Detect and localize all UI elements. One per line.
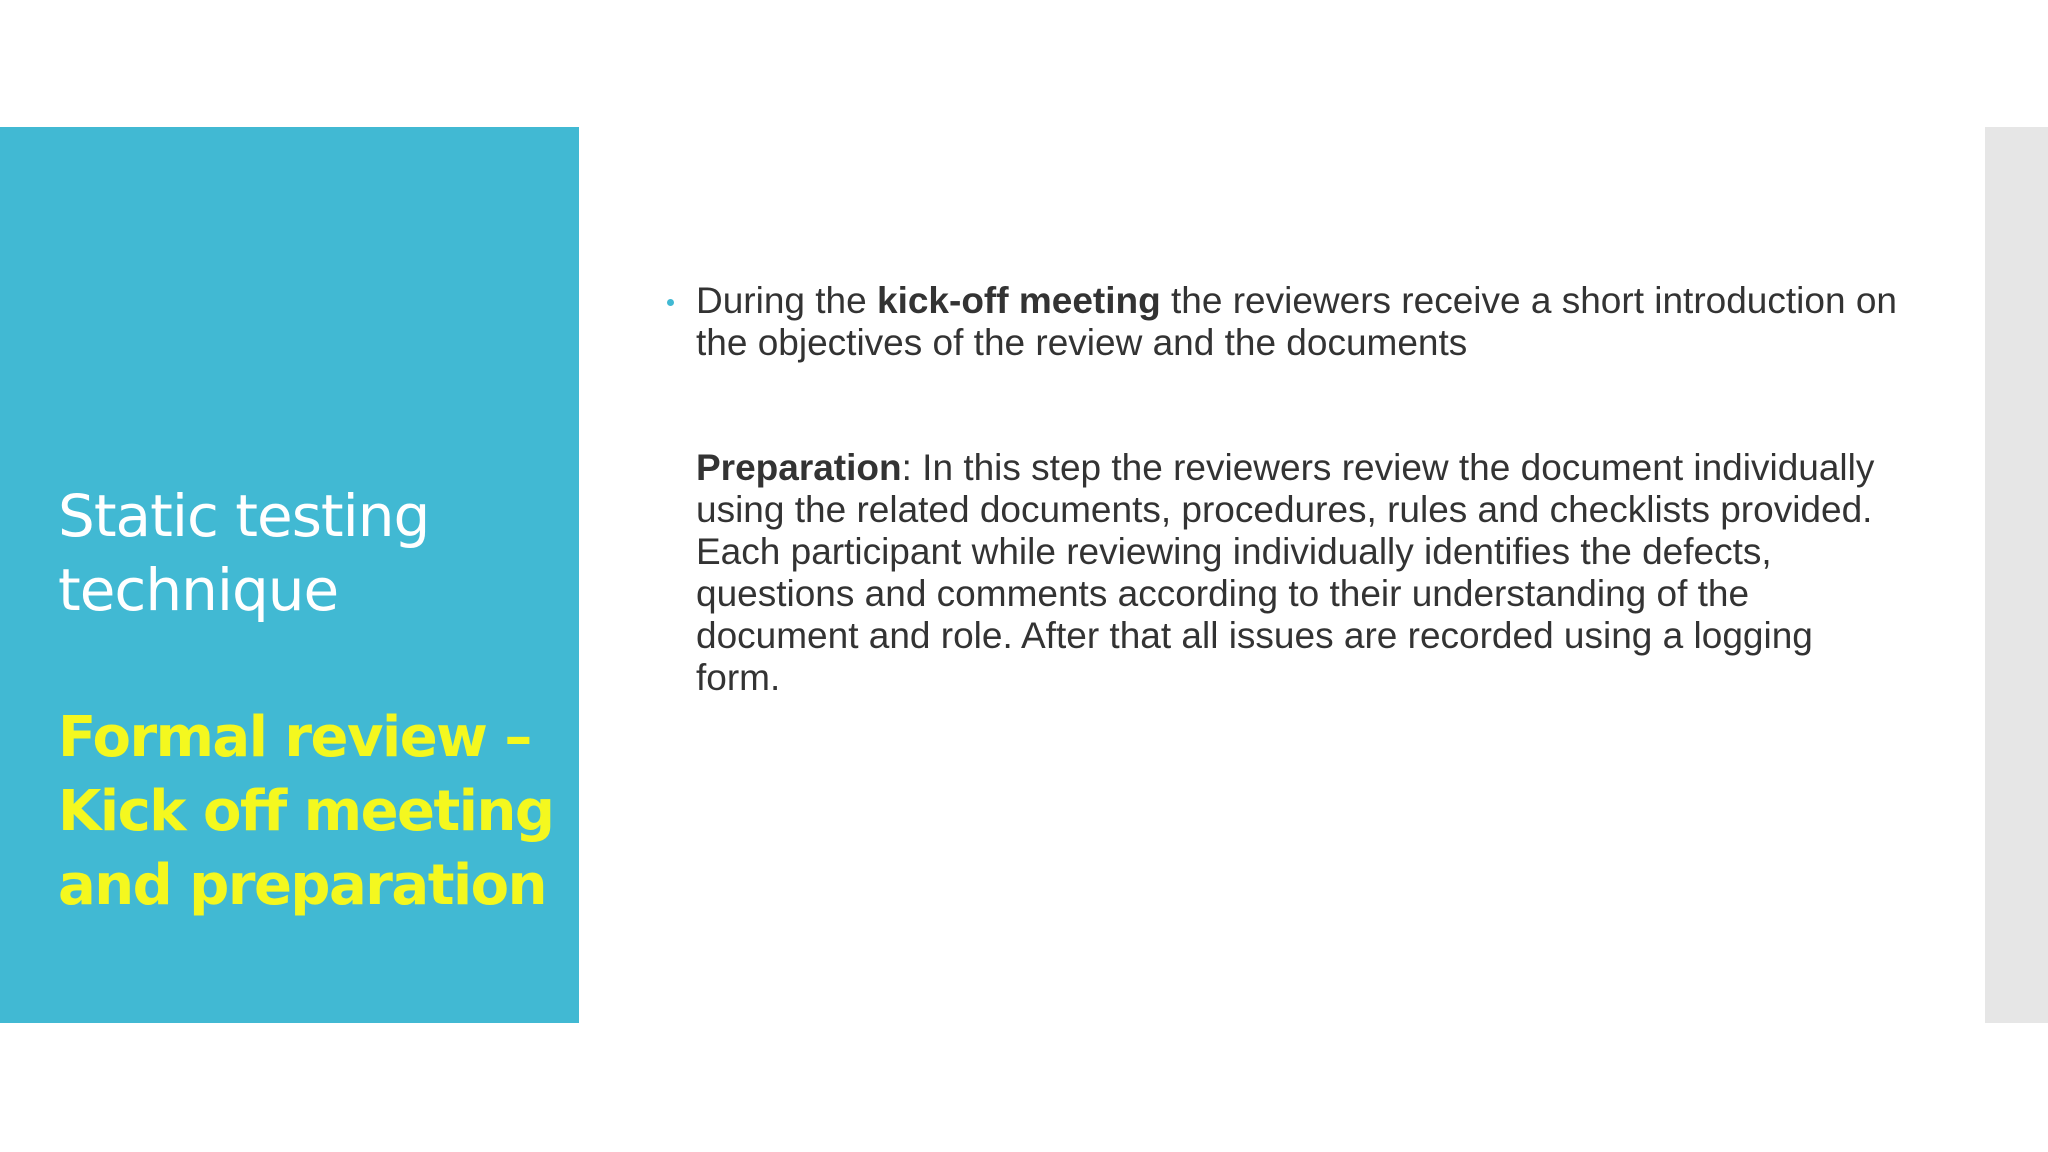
right-side-bar [1985,127,2048,1023]
bullet-dot-icon [667,299,674,306]
kickoff-text-prefix: During the [696,280,877,321]
kickoff-text-bold: kick-off meeting [877,280,1161,321]
preparation-text-bold: Preparation [696,447,902,488]
preparation-paragraph [664,447,1904,699]
bullet-item-kickoff [664,280,1904,364]
slide-title: Static testing technique [58,482,430,624]
slide-content [664,280,1904,699]
preparation-text-body: : In this step the reviewers review the document individually using the related documents, procedures, rules and checklists provided. Each participant while reviewing individually identifies the defects, questions and comments according to their understanding of the document and role. After that all issues are recorded using a logging form. [696,447,1875,698]
title-panel [0,127,579,1023]
kickoff-text-suffix: the reviewers receive a short introduction on the objectives of the review and the documents [696,280,1897,363]
slide-subtitle: Formal review – Kick off meeting and preparation [58,705,554,918]
title-block [58,479,568,923]
